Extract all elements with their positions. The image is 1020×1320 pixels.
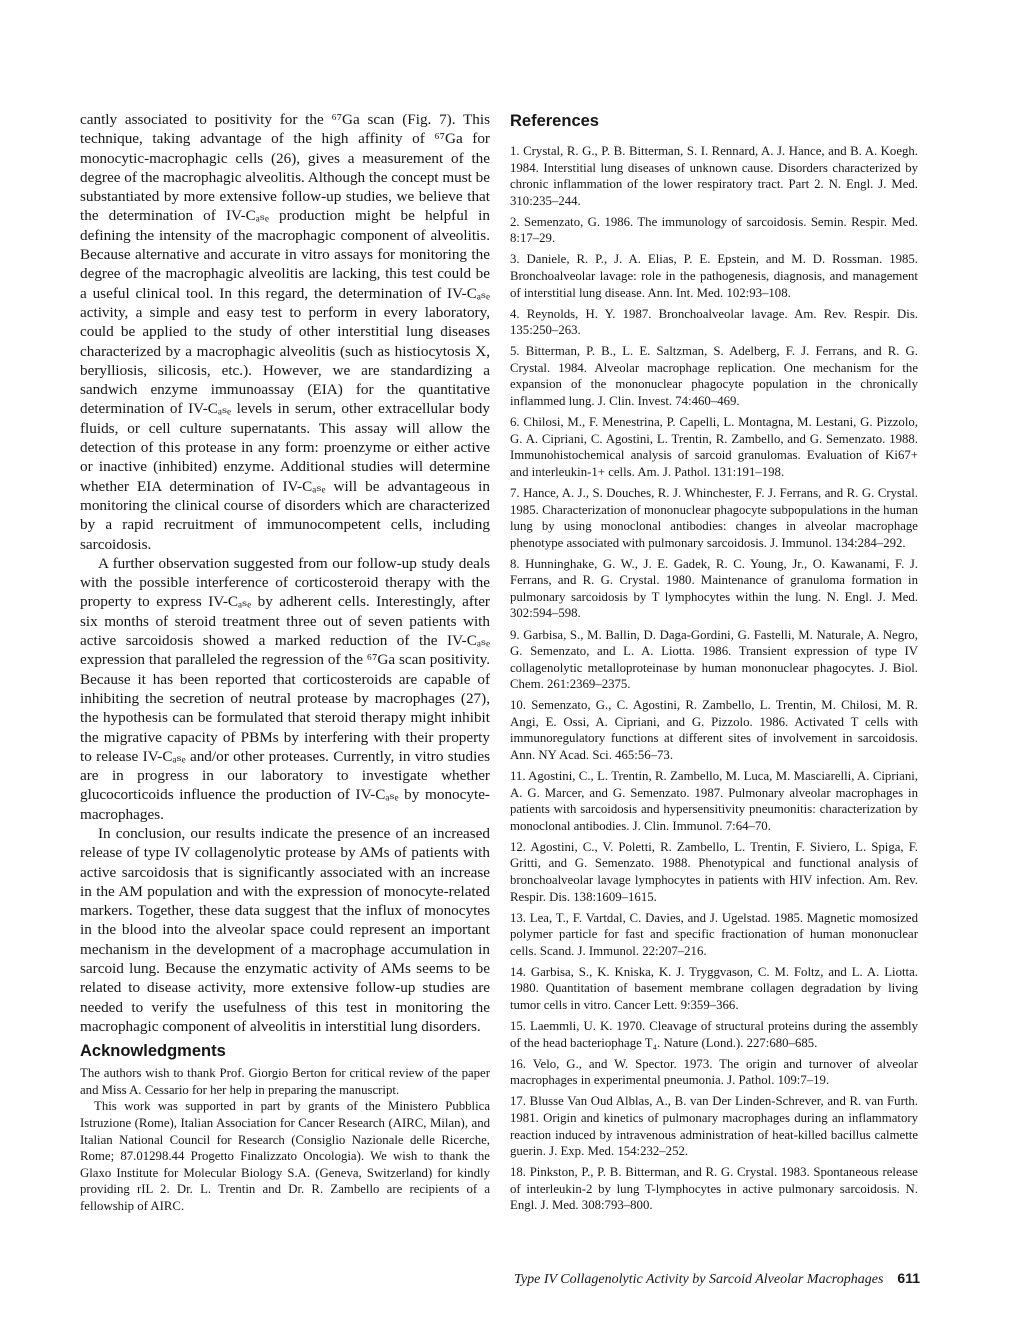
reference-item: 2. Semenzato, G. 1986. The immunology of sarcoidosis. Semin. Respir. Med. 8:17–29. xyxy=(510,214,918,246)
reference-item: 18. Pinkston, P., P. B. Bitterman, and R. G. Crystal. 1983. Spontaneous release of interleukin-2 by lung T-lymphocytes in active pulmonary sarcoidosis. N. Engl. J. Med. 308:793–800. xyxy=(510,1165,918,1213)
references-heading: References xyxy=(510,112,599,130)
reference-item: 10. Semenzato, G., C. Agostini, R. Zambello, L. Trentin, M. Chilosi, M. R. Angi, E. Ossi, A. Cipriani, and G. Pizzolo. 1986. Activated T cells with immunoregulatory functions at different sites of involvement in sarcoidosis. Ann. NY Acad. Sci. 465:56–73. xyxy=(510,698,918,762)
reference-item: 6. Chilosi, M., F. Menestrina, P. Capelli, L. Montagna, M. Lestani, G. Pizzolo, G. A. Cipriani, C. Agostini, L. Trentin, R. Zambello, and G. Semenzato. 1988. Immunohistochemical analysis of sarcoid granulomas. Evaluation of Ki67+ and interleukin-1+ cells. Am. J. Pathol. 131:191–198. xyxy=(510,415,918,479)
body-paragraph: cantly associated to positivity for the ⁶⁷Ga scan (Fig. 7). This technique, taking advantage of the high affinity of ⁶⁷Ga for monocytic-macrophagic cells (26), gives a measurement of the degree of the macrophagic alveolitis. Although the concept must be substantiated by more extensive follow-up studies, we believe that the determination of IV-Cₐₛₑ production might be helpful in defining the intensity of the macrophagic component of alveolitis. Because alternative and accurate in vitro assays for monitoring the degree of the macrophagic alveolitis are lacking, this test could be a useful clinical tool. In this regard, the determination of IV-Cₐₛₑ activity, a simple and easy test to perform in every laboratory, could be applied to the study of other interstitial lung diseases characterized by a macrophagic alveolitis (such as histiocytosis X, berylliosis, silicosis, etc.). However, we are standardizing a sandwich enzyme immunoassay (EIA) for the quantitative determination of IV-Cₐₛₑ levels in serum, other extracellular body fluids, or cell culture supernatants. This assay will allow the detection of this protease in any form: proenzyme or either active or inactive (inhibited) enzyme. Additional studies will determine whether EIA determination of IV-Cₐₛₑ will be advantageous in monitoring the clinical course of disorders which are characterized by a rapid recruitment of immunocompetent cells, including sarcoidosis. xyxy=(80,111,490,553)
reference-item: 7. Hance, A. J., S. Douches, R. J. Whinchester, F. J. Ferrans, and R. G. Crystal. 1985. Characterization of mononuclear phagocyte subpopulations in the human lung by using monoclonal antibodies: changes in alveolar macrophage phenotype associated with pulmonary sarcoidosis. J. Immunol. 134:284–292. xyxy=(510,485,918,550)
acknowledgments-heading: Acknowledgments xyxy=(80,1042,226,1061)
reference-item: 13. Lea, T., F. Vartdal, C. Davies, and J. Ugelstad. 1985. Magnetic momosized polymer particle for fast and specific fractionation of human mononuclear cells. Scand. J. Immunol. 22:207–216. xyxy=(510,910,918,958)
right-column xyxy=(510,110,918,1219)
reference-item: 1. Crystal, R. G., P. B. Bitterman, S. I. Rennard, A. J. Hance, and B. A. Koegh. 1984. Interstitial lung diseases of unknown cause. Disorders characterized by chronic inflammation of the lower respiratory tract. Part 2. N. Engl. J. Med. 310:235–244. xyxy=(510,144,918,208)
reference-item: 17. Blusse Van Oud Alblas, A., B. van Der Linden-Schrever, and R. van Furth. 1981. Origin and kinetics of pulmonary macrophages during an inflammatory reaction induced by intravenous administration of heat-killed bacillus calmette guerin. J. Exp. Med. 154:232–252. xyxy=(510,1094,918,1159)
reference-list xyxy=(510,143,918,1214)
acknowledgments-text xyxy=(80,1065,490,1214)
acknowledgments-paragraph: The authors wish to thank Prof. Giorgio Berton for critical review of the paper and Miss A. Cessario for her help in preparing the manuscript. xyxy=(80,1066,490,1097)
reference-item: 11. Agostini, C., L. Trentin, R. Zambello, M. Luca, M. Masciarelli, A. Cipriani, A. G. Marcer, and G. Semenzato. 1987. Pulmonary alveolar macrophages in patients with sarcoidosis and hypersensitivity pneumonitis: characterization by monoclonal antibodies. J. Clin. Immunol. 7:64–70. xyxy=(510,769,918,833)
page-number: 611 xyxy=(897,1270,920,1286)
reference-item: 15. Laemmli, U. K. 1970. Cleavage of structural proteins during the assembly of the head bacteriophage T₄. Nature (Lond.). 227:680–685. xyxy=(510,1019,918,1050)
reference-item: 8. Hunninghake, G. W., J. E. Gadek, R. C. Young, Jr., O. Kawanami, F. J. Ferrans, and R. G. Crystal. 1980. Maintenance of granuloma formation in pulmonary sarcoidosis by T lymphocytes within the lung. N. Engl. J. Med. 302:594–598. xyxy=(510,556,918,621)
running-title: Type IV Collagenolytic Activity by Sarcoid Alveolar Macrophages xyxy=(514,1272,884,1287)
acknowledgments-paragraph: This work was supported in part by grants of the Ministero Pubblica Istruzione (Rome), Italian Association for Cancer Research (AIRC, Milan), and Italian National Council for Research (Consiglio Nazionale delle Ricerche, Rome; 87.01298.44 Progetto Finalizzato Oncologia). We wish to thank the Glaxo Institute for Molecular Biology S.A. (Geneva, Switzerland) for kindly providing rIL 2. Dr. L. Trentin and Dr. R. Zambello are recipients of a fellowship of AIRC. xyxy=(80,1099,490,1213)
reference-item: 4. Reynolds, H. Y. 1987. Bronchoalveolar lavage. Am. Rev. Respir. Dis. 135:250–263. xyxy=(510,306,918,338)
reference-item: 12. Agostini, C., V. Poletti, R. Zambello, L. Trentin, F. Siviero, L. Spiga, F. Gritti, and G. Semenzato. 1988. Phenotypical and functional analysis of bronchoalveolar lavage lymphocytes in patients with HIV infection. Am. Rev. Respir. Dis. 138:1609–1615. xyxy=(510,839,918,904)
reference-item: 16. Velo, G., and W. Spector. 1973. The origin and turnover of alveolar macrophages in experimental pneumonia. J. Pathol. 109:7–19. xyxy=(510,1056,918,1088)
discussion-text xyxy=(80,110,490,1036)
reference-item: 5. Bitterman, P. B., L. E. Saltzman, S. Adelberg, F. J. Ferrans, and R. G. Crystal. 1984. Alveolar macrophage replication. One mechanism for the expansion of the mononuclear phagocyte population in the chronically inflammed lung. J. Clin. Invest. 74:460–469. xyxy=(510,344,918,409)
page-footer xyxy=(480,1270,920,1288)
body-paragraph: In conclusion, our results indicate the presence of an increased release of type IV collagenolytic protease by AMs of patients with active sarcoidosis that is significantly associated with an increase in the AM population and with the expression of monocyte-related markers. Together, these data suggest that the influx of monocytes in the blood into the alveolar space could represent an important mechanism in the development of a macrophage accumulation in sarcoid lung. Because the enzymatic activity of AMs seems to be related to disease activity, more extensive follow-up studies are needed to verify the usefulness of this test in monitoring the macrophagic component of alveolitis in interstitial lung disorders. xyxy=(80,824,490,1035)
reference-item: 3. Daniele, R. P., J. A. Elias, P. E. Epstein, and M. D. Rossman. 1985. Bronchoalveolar lavage: role in the pathogenesis, diagnosis, and management of interstitial lung disease. Ann. Int. Med. 102:93–108. xyxy=(510,252,918,300)
left-column xyxy=(80,110,490,1215)
reference-item: 9. Garbisa, S., M. Ballin, D. Daga-Gordini, G. Fastelli, M. Naturale, A. Negro, G. Semenzato, and L. A. Liotta. 1986. Transient expression of type IV collagenolytic metalloproteinase by human mononuclear phagocytes. J. Biol. Chem. 261:2369–2375. xyxy=(510,627,918,692)
body-paragraph: A further observation suggested from our follow-up study deals with the possible interference of corticosteroid therapy with the property to express IV-Cₐₛₑ by adherent cells. Interestingly, after six months of steroid treatment three out of seven patients with active sarcoidosis showed a marked reduction of the IV-Cₐₛₑ expression that paralleled the regression of the ⁶⁷Ga scan positivity. Because it has been reported that corticosteroids are capable of inhibiting the secretion of neutral protease by macrophages (27), the hypothesis can be formulated that steroid therapy might inhibit the migrative capacity of PBMs by interfering with their property to release IV-Cₐₛₑ and/or other proteases. Currently, in vitro studies are in progress in our laboratory to investigate whether glucocorticoids influence the production of IV-Cₐₛₑ by monocyte-macrophages. xyxy=(80,554,490,823)
reference-item: 14. Garbisa, S., K. Kniska, K. J. Tryggvason, C. M. Foltz, and L. A. Liotta. 1980. Quantitation of basement membrane collagen degradation by living tumor cells in vitro. Cancer Lett. 9:359–366. xyxy=(510,964,918,1012)
